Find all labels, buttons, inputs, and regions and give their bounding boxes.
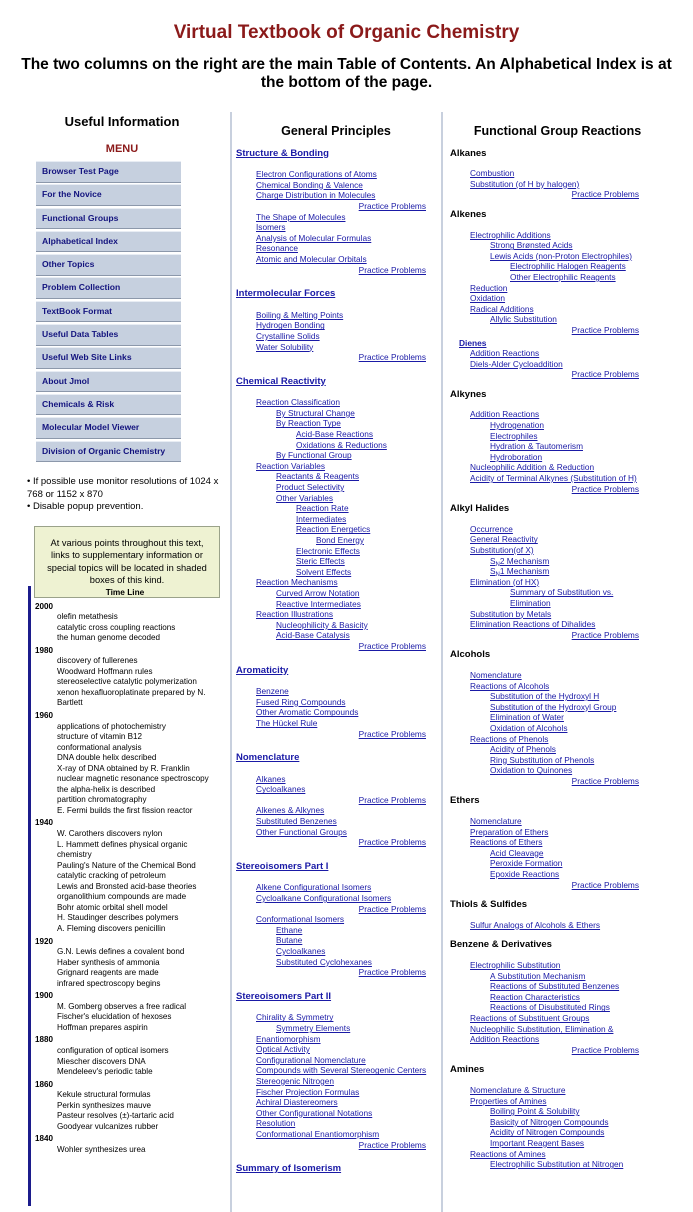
topic-link-symmetry-elements[interactable]: Symmetry Elements <box>276 1022 351 1033</box>
topic-link-acid-base-catalysis[interactable]: Acid-Base Catalysis <box>276 630 350 641</box>
tip-popup: • Disable popup prevention. <box>27 501 144 513</box>
time-line-event: H. Staudinger describes polymers <box>57 913 179 923</box>
time-line-year: 1840 <box>35 1134 54 1144</box>
time-line-event: Goodyear vulcanizes rubber <box>57 1121 159 1131</box>
topic-link-electron-configurations-of-atoms[interactable]: Electron Configurations of Atoms <box>256 169 377 180</box>
section-heading-thiols-sulfides: Thiols & Sulfides <box>450 899 528 911</box>
topic-link-oxidation-of-alcohols[interactable]: Oxidation of Alcohols <box>490 722 568 733</box>
topic-link-acid-cleavage[interactable]: Acid Cleavage <box>490 847 544 858</box>
topic-link-resolution[interactable]: Resolution <box>256 1118 296 1129</box>
section-spacer <box>236 978 436 984</box>
time-line-event: catalytic cracking of petroleum <box>57 871 166 881</box>
topic-link-fischer-projection-formulas[interactable]: Fischer Projection Formulas <box>256 1086 360 1097</box>
topic-link-basicity-of-nitrogen-compounds[interactable]: Basicity of Nitrogen Compounds <box>490 1116 609 1127</box>
topic-link-by-functional-group[interactable]: By Functional Group <box>276 450 352 461</box>
topic-link-analysis-of-molecular-formulas[interactable]: Analysis of Molecular Formulas <box>256 232 372 243</box>
topic-link-cycloalkane-configurational-isomers[interactable]: Cycloalkane Configurational Isomers <box>256 893 392 904</box>
topic-link-achiral-diastereomers[interactable]: Achiral Diastereomers <box>256 1097 338 1108</box>
section-spacer <box>236 1185 436 1191</box>
topic-link-nomenclature[interactable]: Nomenclature <box>470 669 522 680</box>
topic-link-general-reactivity[interactable]: General Reactivity <box>470 534 538 545</box>
practice-problems-link[interactable]: Practice Problems <box>358 837 426 848</box>
topic-link-conformational-isomers[interactable]: Conformational Isomers <box>256 914 345 925</box>
topic-link-reaction-illustrations[interactable]: Reaction Illustrations <box>256 609 334 620</box>
topic-link-elimination-of-hx[interactable]: Elimination (of HX) <box>470 576 540 587</box>
menu-item-functional-groups[interactable]: Functional Groups <box>36 208 181 230</box>
topic-link-properties-of-amines[interactable]: Properties of Amines <box>470 1095 547 1106</box>
section-spacer <box>236 363 436 369</box>
time-line-event: M. Gomberg observes a free radical <box>57 1001 187 1011</box>
topic-link-elimination-of-water[interactable]: Elimination of Water <box>490 712 564 723</box>
time-line-event: xenon hexafluoroplatinate prepared by N. Bartlett <box>57 687 206 708</box>
page-title: Virtual Textbook of Organic Chemistry <box>173 22 520 43</box>
topic-link-other-functional-groups[interactable]: Other Functional Groups <box>256 826 347 837</box>
topic-link-isomers[interactable]: Isomers <box>256 222 286 233</box>
practice-problems-link[interactable]: Practice Problems <box>358 1139 426 1150</box>
topic-link-epoxide-reactions[interactable]: Epoxide Reactions <box>490 869 560 880</box>
topic-link-optical-activity[interactable]: Optical Activity <box>256 1044 310 1055</box>
practice-problems-link[interactable]: Practice Problems <box>571 775 639 786</box>
practice-problems-link[interactable]: Practice Problems <box>571 483 639 494</box>
topic-link-nucleophilicity-basicity[interactable]: Nucleophilicity & Basicity <box>276 619 368 630</box>
time-line-event: the human genome decoded <box>57 633 161 643</box>
practice-problems-link[interactable]: Practice Problems <box>571 629 639 640</box>
section-spacer <box>236 739 436 745</box>
topic-link-substituted-benzenes[interactable]: Substituted Benzenes <box>256 816 337 827</box>
menu-item-useful-web-site-links[interactable]: Useful Web Site Links <box>36 347 181 369</box>
topic-link-oxidation-to-quinones[interactable]: Oxidation to Quinones <box>490 765 573 776</box>
topic-link-boiling-melting-points[interactable]: Boiling & Melting Points <box>256 309 344 320</box>
topic-link-acidity-of-nitrogen-compounds[interactable]: Acidity of Nitrogen Compounds <box>490 1127 605 1138</box>
section-link-summary-of-isomerism[interactable]: Summary of Isomerism <box>236 1163 342 1175</box>
topic-link-other-aromatic-compounds[interactable]: Other Aromatic Compounds <box>256 707 359 718</box>
topic-link-other-configurational-notations[interactable]: Other Configurational Notations <box>256 1107 373 1118</box>
topic-link-intermediates[interactable]: Intermediates <box>296 513 347 524</box>
time-line <box>28 586 215 1206</box>
practice-problems-link[interactable]: Practice Problems <box>358 903 426 914</box>
section-spacer <box>236 275 436 281</box>
topic-link-cycloalkanes[interactable]: Cycloalkanes <box>256 784 306 795</box>
topic-link-hydration-tautomerism[interactable]: Hydration & Tautomerism <box>490 441 583 452</box>
topic-link-reaction-variables[interactable]: Reaction Variables <box>256 460 326 471</box>
topic-link-fused-ring-compounds[interactable]: Fused Ring Compounds <box>256 696 346 707</box>
practice-problems-link[interactable]: Practice Problems <box>571 189 639 200</box>
topic-link-reactions-of-substituted-benzenes[interactable]: Reactions of Substituted Benzenes <box>490 981 620 992</box>
topic-link-reaction-energetics[interactable]: Reaction Energetics <box>296 524 371 535</box>
section-heading-alkanes: Alkanes <box>450 147 487 159</box>
topic-link-crystalline-solids[interactable]: Crystalline Solids <box>256 330 320 341</box>
topic-link-substitution-by-metals[interactable]: Substitution by Metals <box>470 608 552 619</box>
menu-item-about-jmol[interactable]: About Jmol <box>36 371 181 393</box>
column-divider-left <box>230 112 232 1212</box>
section-link-dienes[interactable]: Dienes <box>459 337 487 348</box>
topic-link-preparation-of-ethers[interactable]: Preparation of Ethers <box>470 826 549 837</box>
topic-link-diels-alder-cycloaddition[interactable]: Diels-Alder Cycloaddition <box>470 358 563 369</box>
menu-item-problem-collection[interactable]: Problem Collection <box>36 277 181 299</box>
topic-link-nomenclature[interactable]: Nomenclature <box>470 816 522 827</box>
time-line-event: Perkin synthesizes mauve <box>57 1100 152 1110</box>
topic-link-hydrogen-bonding[interactable]: Hydrogen Bonding <box>256 320 325 331</box>
time-line-year: 2000 <box>35 601 54 611</box>
topic-link-reactants-reagents[interactable]: Reactants & Reagents <box>276 471 360 482</box>
time-line-year: 1920 <box>35 936 54 946</box>
menu <box>36 161 181 462</box>
topic-link-by-reaction-type[interactable]: By Reaction Type <box>276 418 341 429</box>
topic-link-elimination-reactions-of-dihalides[interactable]: Elimination Reactions of Dihalides <box>470 619 596 630</box>
section-link-nomenclature[interactable]: Nomenclature <box>236 752 300 764</box>
time-line-event: organolithium compounds are made <box>57 892 187 902</box>
useful-information-panel <box>22 112 222 598</box>
topic-link-important-reagent-bases[interactable]: Important Reagent Bases <box>490 1137 585 1148</box>
topic-link-substitution-of-x[interactable]: Substitution(of X) <box>470 545 534 555</box>
topic-link-ethane[interactable]: Ethane <box>276 924 303 935</box>
topic-link-reactions-of-disubstituted-rings[interactable]: Reactions of Disubstituted Rings <box>490 1002 610 1013</box>
menu-item-molecular-model-viewer[interactable]: Molecular Model Viewer <box>36 417 181 439</box>
menu-item-useful-data-tables[interactable]: Useful Data Tables <box>36 324 181 346</box>
functional-group-reactions-body <box>450 149 665 1170</box>
section-link-structure-bonding[interactable]: Structure & Bonding <box>236 147 329 159</box>
menu-item-alphabetical-index[interactable]: Alphabetical Index <box>36 231 181 253</box>
shaded-info-box: At various points throughout this text, links to supplementary information or special topics will be located in shaded boxes of this kind. <box>34 526 220 598</box>
topic-link-substitution-of-h-by-halogen[interactable]: Substitution (of H by halogen) <box>470 178 580 189</box>
topic-link-benzene[interactable]: Benzene <box>256 686 289 697</box>
topic-link-sn2-mechanism[interactable]: $S_N2$ Mechanism <box>490 555 550 568</box>
topic-link-charge-distribution-in-molecules[interactable]: Charge Distribution in Molecules <box>256 190 376 201</box>
topic-link-configurational-nomenclature[interactable]: Configurational Nomenclature <box>256 1054 366 1065</box>
topic-link-compounds-with-several-stereogenic-centers[interactable]: Compounds with Several Stereogenic Centers <box>256 1065 427 1076</box>
time-line-event: Grignard reagents are made <box>57 968 159 978</box>
topic-link-reactions-of-phenols[interactable]: Reactions of Phenols <box>470 733 549 744</box>
topic-link-strong-br-nsted-acids[interactable]: Strong Brønsted Acids <box>490 240 573 251</box>
time-line-event: the alpha-helix is described <box>57 784 156 794</box>
time-line-event: Pasteur resolves (±)-tartaric acid <box>57 1111 174 1121</box>
topic-link-hydrogenation[interactable]: Hydrogenation <box>490 420 544 431</box>
topic-link-allylic-substitution[interactable]: Allylic Substitution <box>490 314 557 325</box>
practice-problems-link[interactable]: Practice Problems <box>571 879 639 890</box>
practice-problems-link[interactable]: Practice Problems <box>358 640 426 651</box>
time-line-event: stereoselective catalytic polymerization <box>57 677 197 687</box>
topic-link-nomenclature-structure[interactable]: Nomenclature & Structure <box>470 1084 566 1095</box>
topic-link-combustion[interactable]: Combustion <box>470 168 515 179</box>
time-line-year: 1940 <box>35 818 54 828</box>
section-spacer <box>236 652 436 658</box>
time-line-event: X-ray of DNA obtained by R. Franklin <box>57 763 190 773</box>
topic-link-addition-reactions[interactable]: Addition Reactions <box>470 1034 540 1045</box>
functional-group-reactions-column <box>450 126 665 1170</box>
practice-problems-link[interactable]: Practice Problems <box>571 324 639 335</box>
time-line-event: W. Carothers discovers nylon <box>57 829 163 839</box>
topic-link-hydroboration[interactable]: Hydroboration <box>490 451 543 462</box>
time-line-event: Miescher discovers DNA <box>57 1056 146 1066</box>
section-heading-alcohols: Alcohols <box>450 649 491 661</box>
practice-problems-link[interactable]: Practice Problems <box>571 369 639 380</box>
topic-link-electrophilic-substitution-at-nitrogen[interactable]: Electrophilic Substitution at Nitrogen <box>490 1159 624 1170</box>
topic-link-sn1-mechanism[interactable]: $S_N1$ Mechanism <box>490 566 550 579</box>
practice-problems-link[interactable]: Practice Problems <box>358 352 426 363</box>
topic-link-acidity-of-phenols[interactable]: Acidity of Phenols <box>490 744 556 755</box>
useful-information-title: Useful Information <box>64 114 180 129</box>
section-spacer <box>236 1150 436 1156</box>
topic-link-solvent-effects[interactable]: Solvent Effects <box>296 566 352 577</box>
section-heading-alkyl-halides: Alkyl Halides <box>450 503 510 515</box>
topic-link-substitution-of-the-hydroxyl-h[interactable]: Substitution of the Hydroxyl H <box>490 691 600 702</box>
topic-link-reduction[interactable]: Reduction <box>470 282 508 293</box>
section-heading-alkenes: Alkenes <box>450 208 487 220</box>
time-line-event: G.N. Lewis defines a covalent bond <box>57 947 185 957</box>
topic-link-chirality-symmetry[interactable]: Chirality & Symmetry <box>256 1012 334 1023</box>
topic-link-elimination[interactable]: Elimination <box>510 597 551 608</box>
topic-link-reaction-mechanisms[interactable]: Reaction Mechanisms <box>256 577 338 588</box>
topic-link-electrophilic-additions[interactable]: Electrophilic Additions <box>470 229 551 240</box>
display-tips <box>27 476 222 514</box>
time-line-year: 1980 <box>35 645 54 655</box>
topic-link-product-selectivity[interactable]: Product Selectivity <box>276 482 345 493</box>
time-line-event: conformational analysis <box>57 742 142 752</box>
section-heading-benzene-derivatives: Benzene & Derivatives <box>450 939 552 951</box>
section-spacer <box>236 848 436 854</box>
section-link-intermolecular-forces[interactable]: Intermolecular Forces <box>236 288 336 300</box>
topic-link-electrophilic-substitution[interactable]: Electrophilic Substitution <box>470 960 561 970</box>
menu-item-chemicals-risk[interactable]: Chemicals & Risk <box>36 394 181 416</box>
practice-problems-link[interactable]: Practice Problems <box>358 967 426 978</box>
topic-link-conformational-enantiomorphism[interactable]: Conformational Enantiomorphism <box>256 1128 380 1139</box>
section-link-chemical-reactivity[interactable]: Chemical Reactivity <box>236 375 326 387</box>
section-heading-alkynes: Alkynes <box>450 388 487 400</box>
practice-problems-link[interactable]: Practice Problems <box>358 264 426 275</box>
topic-link-acidity-of-terminal-alkynes-substitution-of-h[interactable]: Acidity of Terminal Alkynes (Substitution of H) <box>470 473 637 484</box>
topic-link-by-structural-change[interactable]: By Structural Change <box>276 407 355 418</box>
topic-link-electrophiles[interactable]: Electrophiles <box>490 430 538 441</box>
time-line-event: Woodward Hoffmann rules <box>57 666 153 676</box>
general-principles-title: General Principles <box>281 124 391 138</box>
topic-link-chemical-bonding-valence[interactable]: Chemical Bonding & Valence <box>256 179 363 190</box>
time-line-event: Bohr atomic orbital shell model <box>57 902 168 912</box>
time-line-event: structure of vitamin B12 <box>57 732 143 742</box>
topic-link-reaction-rate[interactable]: Reaction Rate <box>296 503 349 514</box>
topic-link-the-h-ckel-rule[interactable]: The Hückel Rule <box>256 717 318 728</box>
practice-problems-link[interactable]: Practice Problems <box>358 200 426 211</box>
topic-link-other-variables[interactable]: Other Variables <box>276 492 334 503</box>
menu-item-division-of-organic-chemistry[interactable]: Division of Organic Chemistry <box>36 441 181 463</box>
time-line-event: Mendeleev's periodic table <box>57 1067 153 1077</box>
topic-link-cycloalkanes[interactable]: Cycloalkanes <box>276 946 326 956</box>
menu-item-other-topics[interactable]: Other Topics <box>36 254 181 276</box>
time-line-event: L. Hammett defines physical organic chemistry <box>57 839 188 860</box>
practice-problems-link[interactable]: Practice Problems <box>571 1044 639 1055</box>
topic-link-summary-of-substitution-vs[interactable]: Summary of Substitution vs. <box>510 587 614 598</box>
topic-link-water-solubility[interactable]: Water Solubility <box>256 341 314 352</box>
time-line-event: Kekule structural formulas <box>57 1090 151 1100</box>
topic-link-radical-additions[interactable]: Radical Additions <box>470 303 534 314</box>
topic-link-boiling-point-solubility[interactable]: Boiling Point & Solubility <box>490 1106 580 1117</box>
time-line-title: Time Line <box>105 587 145 597</box>
topic-link-peroxide-formation[interactable]: Peroxide Formation <box>490 858 563 869</box>
time-line-year: 1900 <box>35 991 54 1001</box>
time-line-year: 1960 <box>35 711 54 721</box>
topic-link-bond-energy[interactable]: Bond Energy <box>316 535 364 545</box>
topic-link-nucleophilic-substitution-elimination[interactable]: Nucleophilic Substitution, Elimination & <box>470 1023 614 1034</box>
time-line-event: A. Fleming discovers penicillin <box>57 923 166 933</box>
section-link-stereoisomers-part-ii[interactable]: Stereoisomers Part II <box>236 990 332 1002</box>
general-principles-body <box>236 149 436 1191</box>
topic-link-atomic-and-molecular-orbitals[interactable]: Atomic and Molecular Orbitals <box>256 253 367 264</box>
time-line-event: Fischer's elucidation of hexoses <box>57 1012 172 1022</box>
topic-link-reactions-of-ethers[interactable]: Reactions of Ethers <box>470 837 543 848</box>
functional-group-reactions-title: Functional Group Reactions <box>473 124 642 138</box>
time-line-event: DNA double helix described <box>57 753 157 763</box>
time-line-body <box>35 602 215 1156</box>
topic-link-resonance[interactable]: Resonance <box>256 243 298 254</box>
section-heading-ethers: Ethers <box>450 795 480 807</box>
topic-link-addition-reactions[interactable]: Addition Reactions <box>470 348 540 359</box>
topic-link-acid-base-reactions[interactable]: Acid-Base Reactions <box>296 429 374 440</box>
topic-link-alkenes-alkynes[interactable]: Alkenes & Alkynes <box>256 805 325 816</box>
topic-link-butane[interactable]: Butane <box>276 935 303 946</box>
time-line-event: partition chromatography <box>57 795 147 805</box>
menu-item-browser-test-page[interactable]: Browser Test Page <box>36 161 181 183</box>
topic-link-reactions-of-alcohols[interactable]: Reactions of Alcohols <box>470 680 550 691</box>
topic-link-substitution-of-the-hydroxyl-group[interactable]: Substitution of the Hydroxyl Group <box>490 701 617 712</box>
time-line-event: applications of photochemistry <box>57 721 166 731</box>
menu-item-textbook-format[interactable]: TextBook Format <box>36 301 181 323</box>
time-line-event: infrared spectroscopy begins <box>57 978 161 988</box>
topic-link-alkanes[interactable]: Alkanes <box>256 773 286 784</box>
time-line-year: 1860 <box>35 1079 54 1089</box>
topic-link-curved-arrow-notation[interactable]: Curved Arrow Notation <box>276 587 360 598</box>
topic-link-electrophilic-halogen-reagents[interactable]: Electrophilic Halogen Reagents <box>510 261 626 272</box>
time-line-event: Haber synthesis of ammonia <box>57 957 160 967</box>
topic-link-steric-effects[interactable]: Steric Effects <box>296 556 345 567</box>
menu-item-for-the-novice[interactable]: For the Novice <box>36 184 181 206</box>
topic-link-occurrence[interactable]: Occurrence <box>470 523 513 534</box>
topic-link-the-shape-of-molecules[interactable]: The Shape of Molecules <box>256 211 346 222</box>
topic-link-ring-substitution-of-phenols[interactable]: Ring Substitution of Phenols <box>490 754 595 765</box>
topic-link-alkene-configurational-isomers[interactable]: Alkene Configurational Isomers <box>256 882 372 893</box>
time-line-event: Pauling's Nature of the Chemical Bond <box>57 860 196 870</box>
topic-link-reactions-of-amines[interactable]: Reactions of Amines <box>470 1148 546 1159</box>
time-line-event: Wohler synthesizes urea <box>57 1144 146 1154</box>
time-line-event: Lewis and Bronsted acid-base theories <box>57 881 197 891</box>
time-line-event: nuclear magnetic resonance spectroscopy <box>57 774 209 784</box>
page-subtitle: The two columns on the right are the main Table of Contents. An Alphabetical Index is at the bottom of the page. <box>21 56 672 91</box>
topic-link-reaction-characteristics[interactable]: Reaction Characteristics <box>490 991 580 1002</box>
time-line-event: discovery of fullerenes <box>57 656 138 666</box>
topic-link-addition-reactions[interactable]: Addition Reactions <box>470 409 540 420</box>
topic-link-stereogenic-nitrogen[interactable]: Stereogenic Nitrogen <box>256 1075 334 1086</box>
topic-link-lewis-acids-non-proton-electrophiles[interactable]: Lewis Acids (non-Proton Electrophiles) <box>490 250 633 261</box>
time-line-event: configuration of optical isomers <box>57 1045 169 1055</box>
topic-link-oxidations-reductions[interactable]: Oxidations & Reductions <box>296 439 387 450</box>
time-line-event: olefin metathesis <box>57 612 118 622</box>
topic-link-electronic-effects[interactable]: Electronic Effects <box>296 545 360 556</box>
topic-link-other-electrophilic-reagents[interactable]: Other Electrophilic Reagents <box>510 271 616 282</box>
topic-link-reactions-of-substituent-groups[interactable]: Reactions of Substituent Groups <box>470 1012 590 1023</box>
time-line-event: E. Fermi builds the first fission reactor <box>57 805 193 815</box>
topic-link-oxidation[interactable]: Oxidation <box>470 293 506 304</box>
practice-problems-link[interactable]: Practice Problems <box>358 728 426 739</box>
column-divider-right <box>441 112 443 1212</box>
topic-link-a-substitution-mechanism[interactable]: A Substitution Mechanism <box>490 970 586 981</box>
section-link-stereoisomers-part-i[interactable]: Stereoisomers Part I <box>236 860 329 872</box>
practice-problems-link[interactable]: Practice Problems <box>358 794 426 805</box>
tip-resolution: • If possible use monitor resolutions of 1024 x 768 or 1152 x 870 <box>27 476 219 500</box>
time-line-event: Hoffman prepares aspirin <box>57 1022 148 1032</box>
time-line-event: catalytic cross coupling reactions <box>57 622 176 632</box>
topic-link-enantiomorphism[interactable]: Enantiomorphism <box>256 1033 321 1044</box>
general-principles-column <box>236 126 436 1191</box>
topic-link-reaction-classification[interactable]: Reaction Classification <box>256 397 340 408</box>
time-line-year: 1880 <box>35 1035 54 1045</box>
menu-title: MENU <box>105 143 139 155</box>
topic-link-substituted-cyclohexanes[interactable]: Substituted Cyclohexanes <box>276 956 372 967</box>
topic-link-sulfur-analogs-of-alcohols-ethers[interactable]: Sulfur Analogs of Alcohols & Ethers <box>470 919 601 930</box>
topic-link-reactive-intermediates[interactable]: Reactive Intermediates <box>276 598 361 609</box>
section-heading-amines: Amines <box>450 1064 485 1076</box>
section-link-aromaticity[interactable]: Aromaticity <box>236 664 289 676</box>
topic-link-nucleophilic-addition-reduction[interactable]: Nucleophilic Addition & Reduction <box>470 462 595 473</box>
